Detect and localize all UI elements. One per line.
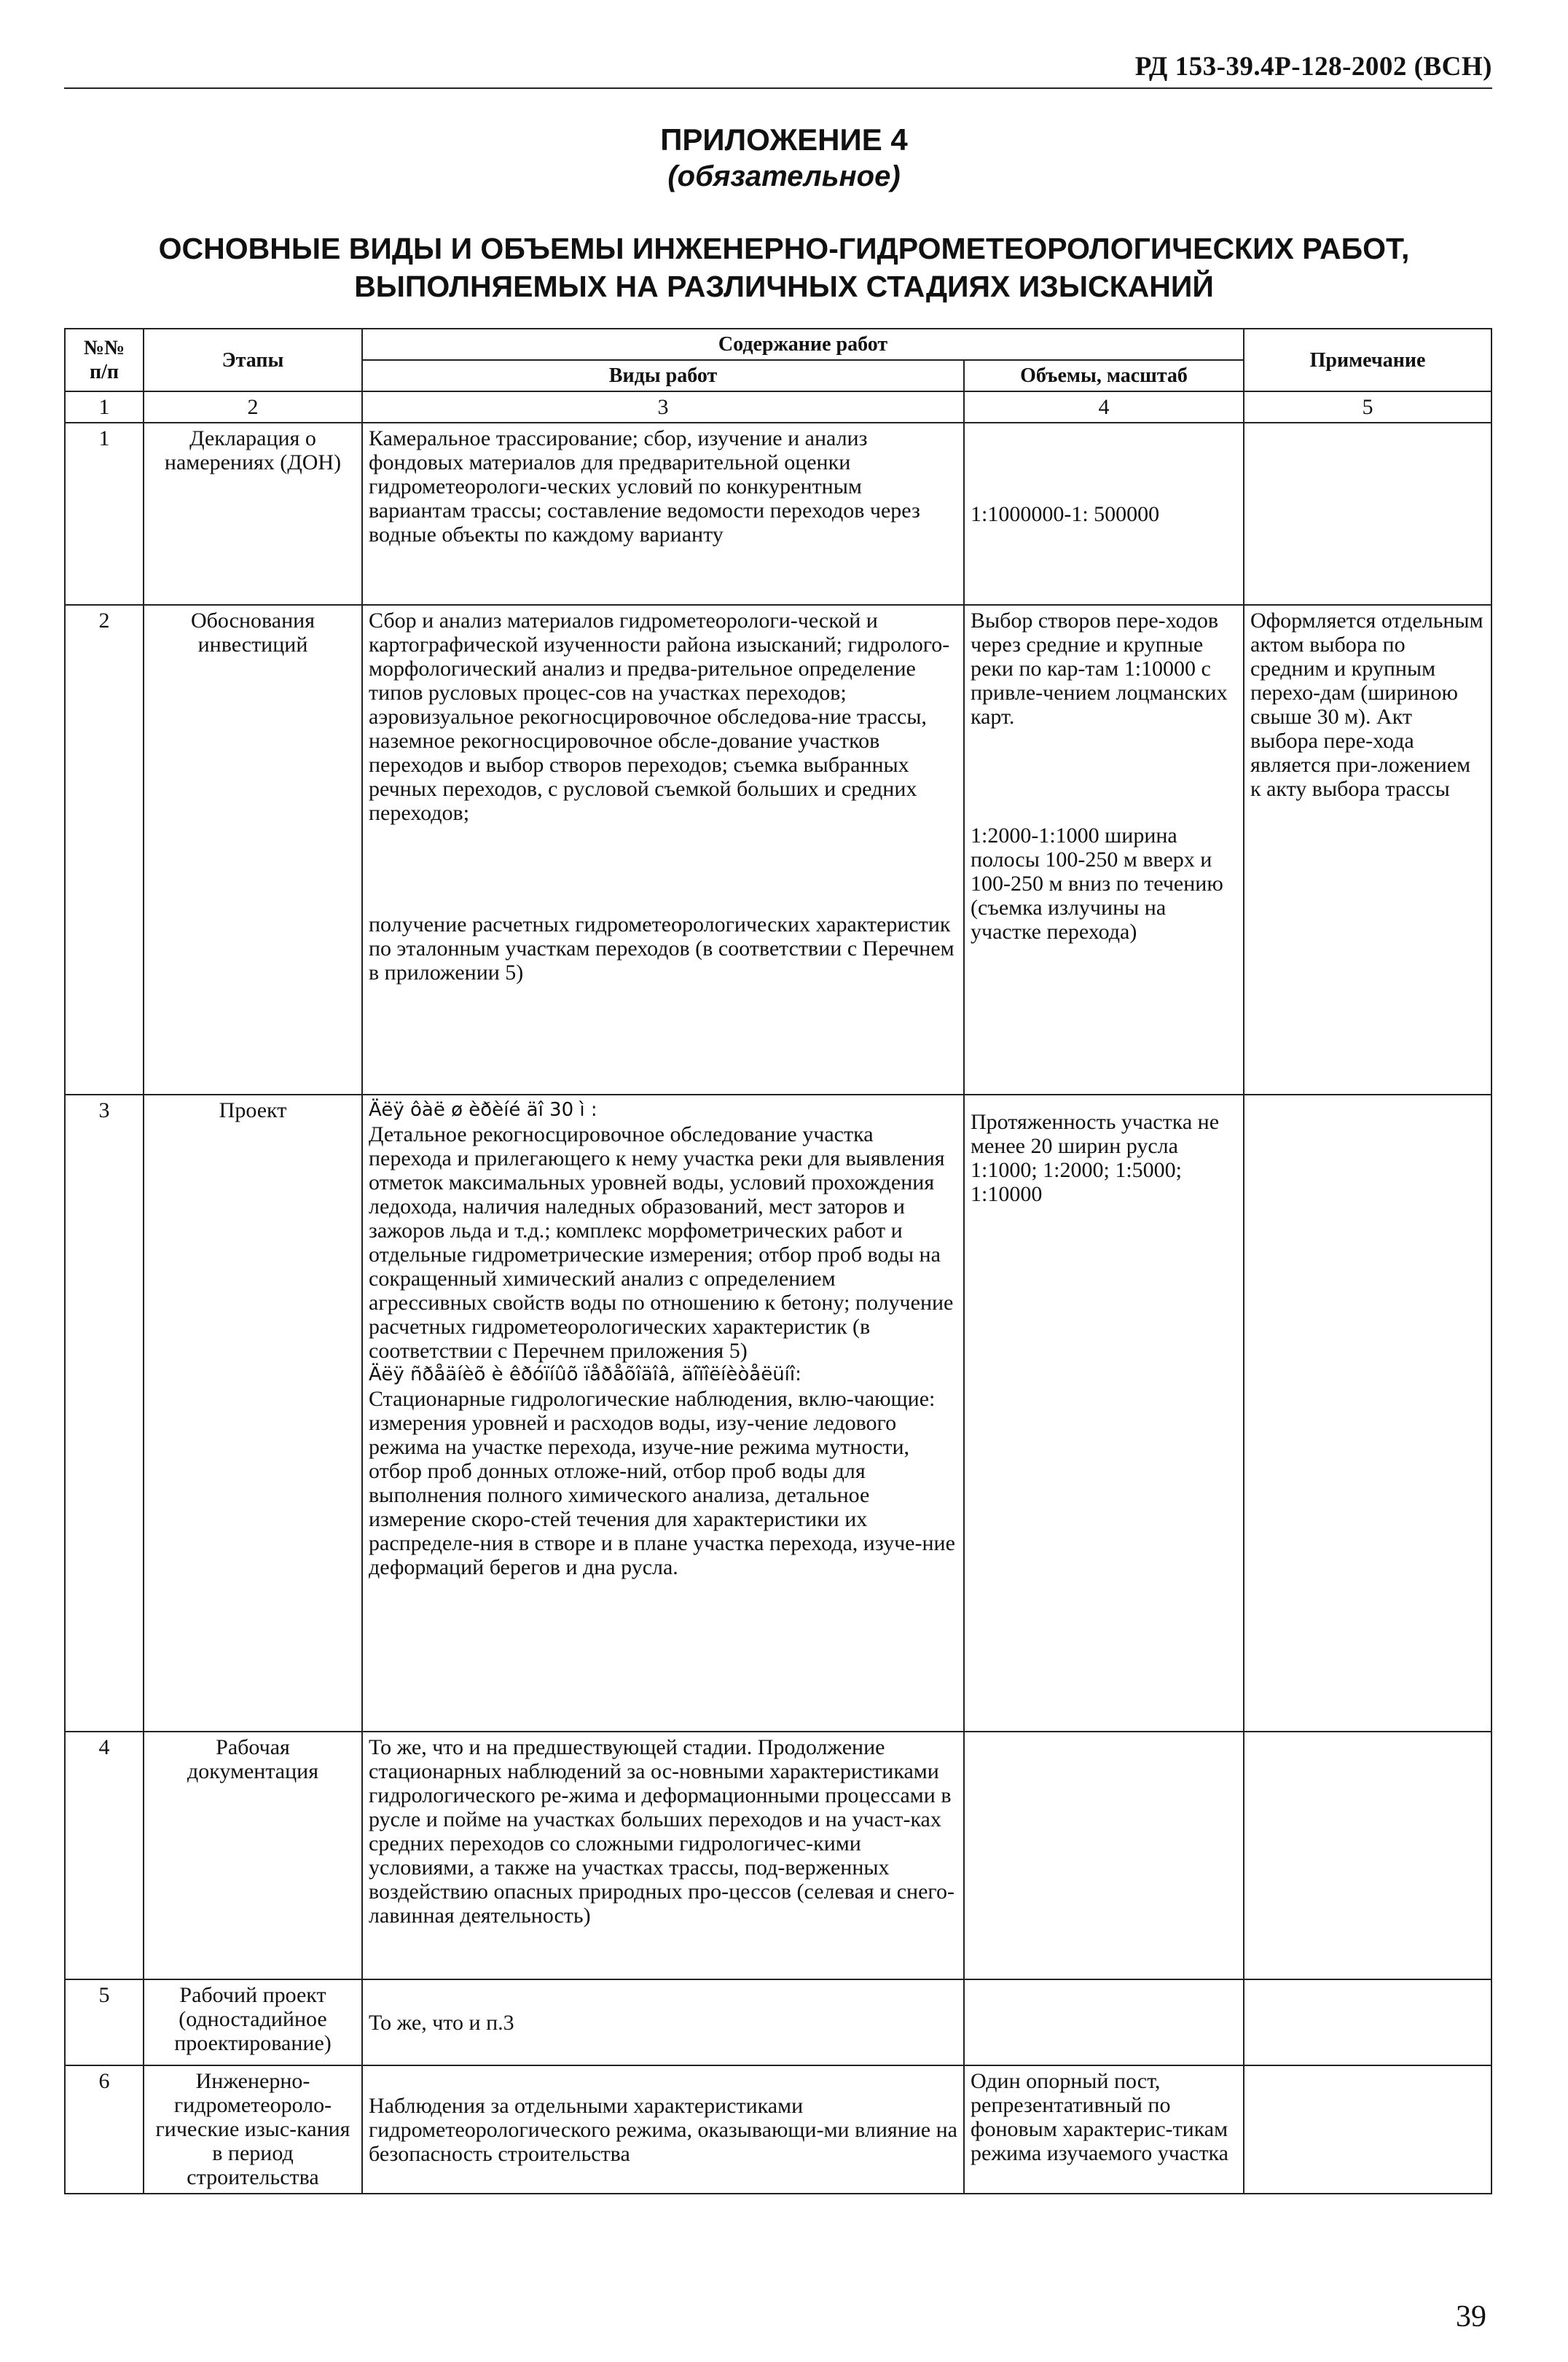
title-line-2: ВЫПОЛНЯЕМЫХ НА РАЗЛИЧНЫХ СТАДИЯХ ИЗЫСКАНИЙ [354, 270, 1214, 303]
table-row [65, 2065, 1491, 2194]
row-number: 2 [65, 605, 144, 1095]
header-content: Содержание работ [362, 329, 1244, 360]
table-row [65, 605, 1491, 1095]
row-volumes [964, 1732, 1244, 1979]
spacer [369, 825, 957, 912]
spacer [971, 729, 1237, 824]
spacer [971, 1098, 1237, 1110]
title-line-1: ОСНОВНЫЕ ВИДЫ И ОБЪЕМЫ ИНЖЕНЕРНО-ГИДРОМЕТЕОРОЛОГИЧЕСКИХ РАБОТ, [158, 232, 1410, 265]
row-stage: Декларация о намерениях (ДОН) [144, 423, 362, 605]
row-volumes: Один опорный пост, репрезентативный по фоновым характерис-тикам режима изучаемого участка [964, 2065, 1244, 2194]
row-works [362, 1095, 964, 1732]
row-note [1244, 1979, 1491, 2065]
works-block: Детальное рекогносцировочное обследование участка перехода и прилегающего к нему участка реки для выявления отметок максимальных уровней воды, условий прохождения ледохода, наличия наледных образований, мест заторов и зажоров льда и т.д.; комплекс морфометрических работ и отдельные гидрометрические измерения; отбор проб воды на сокращенный химический анализ с определением агрессивных свойств воды по отношению к бетону; получение расчетных гидрометеорологических характеристик (в соответствии с Перечнем приложения 5) [369, 1122, 954, 1363]
row-number: 5 [65, 1979, 144, 2065]
appendix-title: ПРИЛОЖЕНИЕ 4 [660, 122, 908, 157]
works-block: Сбор и анализ материалов гидрометеорологи-ческой и картографической изученности района изысканий; гидролого-морфологический анализ и предва-рительное определение типов русловых процес-сов на участках переходов; аэровизуальное рекогносцировочное обследова-ние трассы, наземное рекогносцировочное обсле-дование участков переходов и выбор створов переходов; съемка выбранных речных переходов, с русловой съемкой больших и средних переходов; [369, 609, 950, 825]
column-number: 1 [65, 391, 144, 423]
header-row-1 [65, 329, 1491, 360]
works-garbled-heading: Äëÿ ñðåäíèõ è êðóïíûõ ïåðåõîäîâ, äîïîëíèòåëüíî: [369, 1364, 801, 1385]
row-stage: Инженерно-гидрометеороло-гические изыс-кания в период строительства [144, 2065, 362, 2194]
row-note: Оформляется отдельным актом выбора по средним и крупным перехо-дам (шириною свыше 30 м). Акт выбора пере-хода является при-ложением к акту выбора трассы [1244, 605, 1491, 1095]
works-block: Стационарные гидрологические наблюдения, вклю-чающие: измерения уровней и расходов воды, изу-чение ледового режима на участке перехода, изуче-ние режима мутности, отбор проб донных отложе-ний, отбор проб воды для выполнения полного химического анализа, детальное измерение скоро-стей течения для характеристики их распределе-ния в створе и в плане участка перехода, изуче-ние деформаций берегов и дна русла. [369, 1387, 955, 1579]
row-stage: Рабочий проект (одностадийное проектирование) [144, 1979, 362, 2065]
header-num [65, 329, 144, 391]
volumes-block: Выбор створов пере-ходов через средние и крупные реки по кар-там 1:10000 с привле-чением лоцманских карт. [971, 609, 1228, 729]
header-work-types: Виды работ [362, 360, 964, 391]
row-stage: Проект [144, 1095, 362, 1732]
header-num-line-2: п/п [89, 361, 119, 383]
row-works: Камеральное трассирование; сбор, изучение и анализ фондовых материалов для предварительной оценки гидрометеорологи-ческих условий по конкурентным вариантам трассы; составление ведомости переходов через водные объекты по каждому варианту [362, 423, 964, 605]
row-note [1244, 2065, 1491, 2194]
row-note [1244, 423, 1491, 605]
table-row [65, 1732, 1491, 1979]
row-works: Наблюдения за отдельными характеристиками гидрометеорологического режима, оказывающи-ми влияние на безопасность строительства [362, 2065, 964, 2194]
volumes-block: 1:2000-1:1000 ширина полосы 100-250 м вверх и 100-250 м вниз по течению (съемка излучины на участке перехода) [971, 824, 1223, 944]
column-number: 4 [964, 391, 1244, 423]
header-stage: Этапы [144, 329, 362, 391]
table-row [65, 1979, 1491, 2065]
document-code: РД 153-39.4Р-128-2002 (ВСН) [1134, 52, 1492, 82]
column-number: 5 [1244, 391, 1491, 423]
column-number: 2 [144, 391, 362, 423]
page-title [44, 230, 1524, 305]
row-number: 6 [65, 2065, 144, 2194]
row-number: 1 [65, 423, 144, 605]
table-row [65, 423, 1491, 605]
row-volumes [964, 1979, 1244, 2065]
header-rule [64, 87, 1492, 89]
page-number: 39 [1456, 2300, 1486, 2334]
row-works [362, 605, 964, 1095]
row-works: То же, что и п.3 [362, 1979, 964, 2065]
header-num-line-1: №№ [83, 337, 125, 359]
row-note [1244, 1732, 1491, 1979]
row-volumes: 1:1000000-1: 500000 [964, 423, 1244, 605]
works-garbled-heading: Äëÿ ôàë ø èðèíé äî 30 ì : [369, 1099, 597, 1121]
header-volumes: Объемы, масштаб [964, 360, 1244, 391]
volumes-block: Протяженность участка не менее 20 ширин русла 1:1000; 1:2000; 1:5000; 1:10000 [971, 1110, 1220, 1206]
table-row [65, 1095, 1491, 1732]
column-number-row [65, 391, 1491, 423]
appendix-note: (обязательное) [667, 160, 901, 192]
row-works: То же, что и на предшествующей стадии. Продолжение стационарных наблюдений за ос-новными характеристиками гидрологического ре-жима и деформационными процессами в русле и пойме на участках больших переходов и на участ-ках средних переходов со сложными гидрологичес-кими условиями, а также на участках трассы, под-верженных воздействию опасных природных про-цессов (селевая и снего-лавинная деятельность) [362, 1732, 964, 1979]
row-number: 3 [65, 1095, 144, 1732]
row-volumes [964, 1095, 1244, 1732]
works-table [64, 328, 1492, 2194]
header-note: Примечание [1244, 329, 1491, 391]
column-number: 3 [362, 391, 964, 423]
row-volumes [964, 605, 1244, 1095]
row-number: 4 [65, 1732, 144, 1979]
row-note [1244, 1095, 1491, 1732]
row-stage: Рабочая документация [144, 1732, 362, 1979]
row-stage: Обоснования инвестиций [144, 605, 362, 1095]
works-block: получение расчетных гидрометеорологических характеристик по эталонным участкам переходов (в соответствии с Перечнем в приложении 5) [369, 912, 954, 985]
